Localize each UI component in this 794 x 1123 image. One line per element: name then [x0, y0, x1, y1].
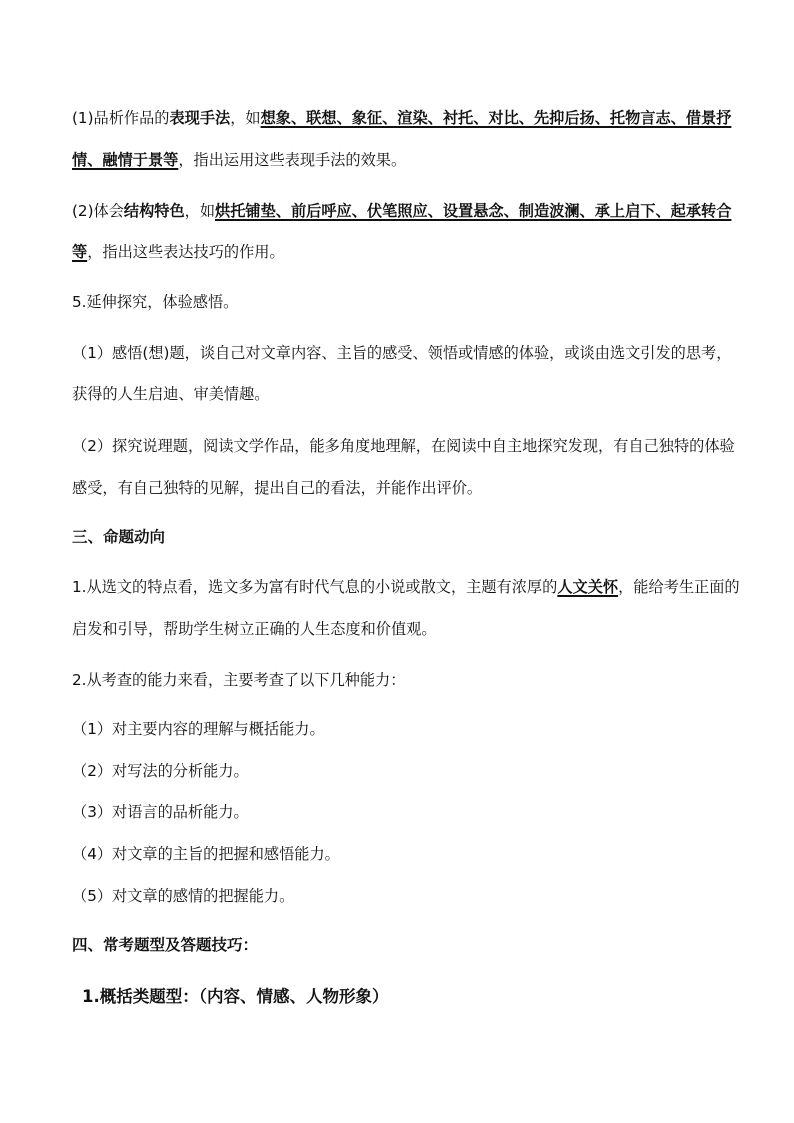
subsection-heading-summary-type: 1.概括类题型：（内容、情感、人物形象） [82, 987, 389, 1006]
section-heading-question-types: 四、常考题型及答题技巧： [72, 936, 259, 954]
text-run: ，能给考生正面的 [618, 578, 740, 596]
list-item-ability-3: （3）对语言的品析能力。 [72, 803, 249, 821]
paragraph-expression-techniques-line2 [72, 150, 406, 170]
paragraph-selection-features-line1 [72, 577, 740, 597]
text-run: ，如 [184, 202, 216, 220]
emphasized-term: 情、融情于景等 [72, 151, 179, 169]
list-item-ability-2: （2）对写法的分析能力。 [72, 762, 249, 780]
paragraph-inquiry-question-line1: （2）探究说理题，阅读文学作品，能多角度地理解，在阅读中自主地探究发现，有自己独特的体验 [72, 437, 735, 455]
paragraph-extension-inquiry: 5.延伸探究，体验感悟。 [72, 293, 239, 311]
emphasized-term: 想象、联想、象征、渲染、衬托、对比、先抑后扬、托物言志、借景抒 [260, 109, 732, 127]
paragraph-selection-features-line2: 启发和引导，帮助学生树立正确的人生态度和价值观。 [72, 620, 437, 638]
text-run: ，如 [230, 109, 261, 127]
paragraph-reflection-question-line2: 获得的人生启迪、审美情趣。 [72, 385, 270, 403]
text-run: (2)体会 [72, 202, 124, 220]
text-run: ，指出运用这些表现手法的效果。 [178, 151, 407, 169]
emphasized-term: 烘托铺垫、前后呼应、伏笔照应、设置悬念、制造波澜、承上启下、起承转合 [215, 202, 732, 220]
paragraph-expression-techniques-line1 [72, 108, 732, 128]
bold-term: 结构特色 [123, 202, 185, 220]
list-item-ability-4: （4）对文章的主旨的把握和感悟能力。 [72, 845, 340, 863]
list-item-ability-5: （5）对文章的感情的把握能力。 [72, 887, 295, 905]
bold-term: 表现手法 [169, 109, 231, 127]
text-run: (1)品析作品的 [72, 109, 170, 127]
text-run: 1.从选文的特点看，选文多为富有时代气息的小说或散文，主题有浓厚的 [72, 578, 558, 596]
paragraph-inquiry-question-line2: 感受，有自己独特的见解，提出自己的看法，并能作出评价。 [72, 479, 483, 497]
paragraph-structure-features-line2 [72, 242, 285, 262]
emphasized-term: 等 [72, 243, 88, 261]
section-heading-trends: 三、命题动向 [72, 528, 166, 546]
paragraph-reflection-question-line1: （1）感悟(想)题，谈自己对文章内容、主旨的感受、领悟或情感的体验，或谈由选文引发的思考， [72, 344, 732, 362]
list-item-ability-1: （1）对主要内容的理解与概括能力。 [72, 720, 325, 738]
text-run: ，指出这些表达技巧的作用。 [87, 243, 285, 261]
emphasized-term: 人文关怀 [557, 578, 619, 596]
paragraph-structure-features-line1 [72, 201, 732, 221]
paragraph-ability-intro: 2.从考查的能力来看，主要考查了以下几种能力： [72, 671, 406, 689]
